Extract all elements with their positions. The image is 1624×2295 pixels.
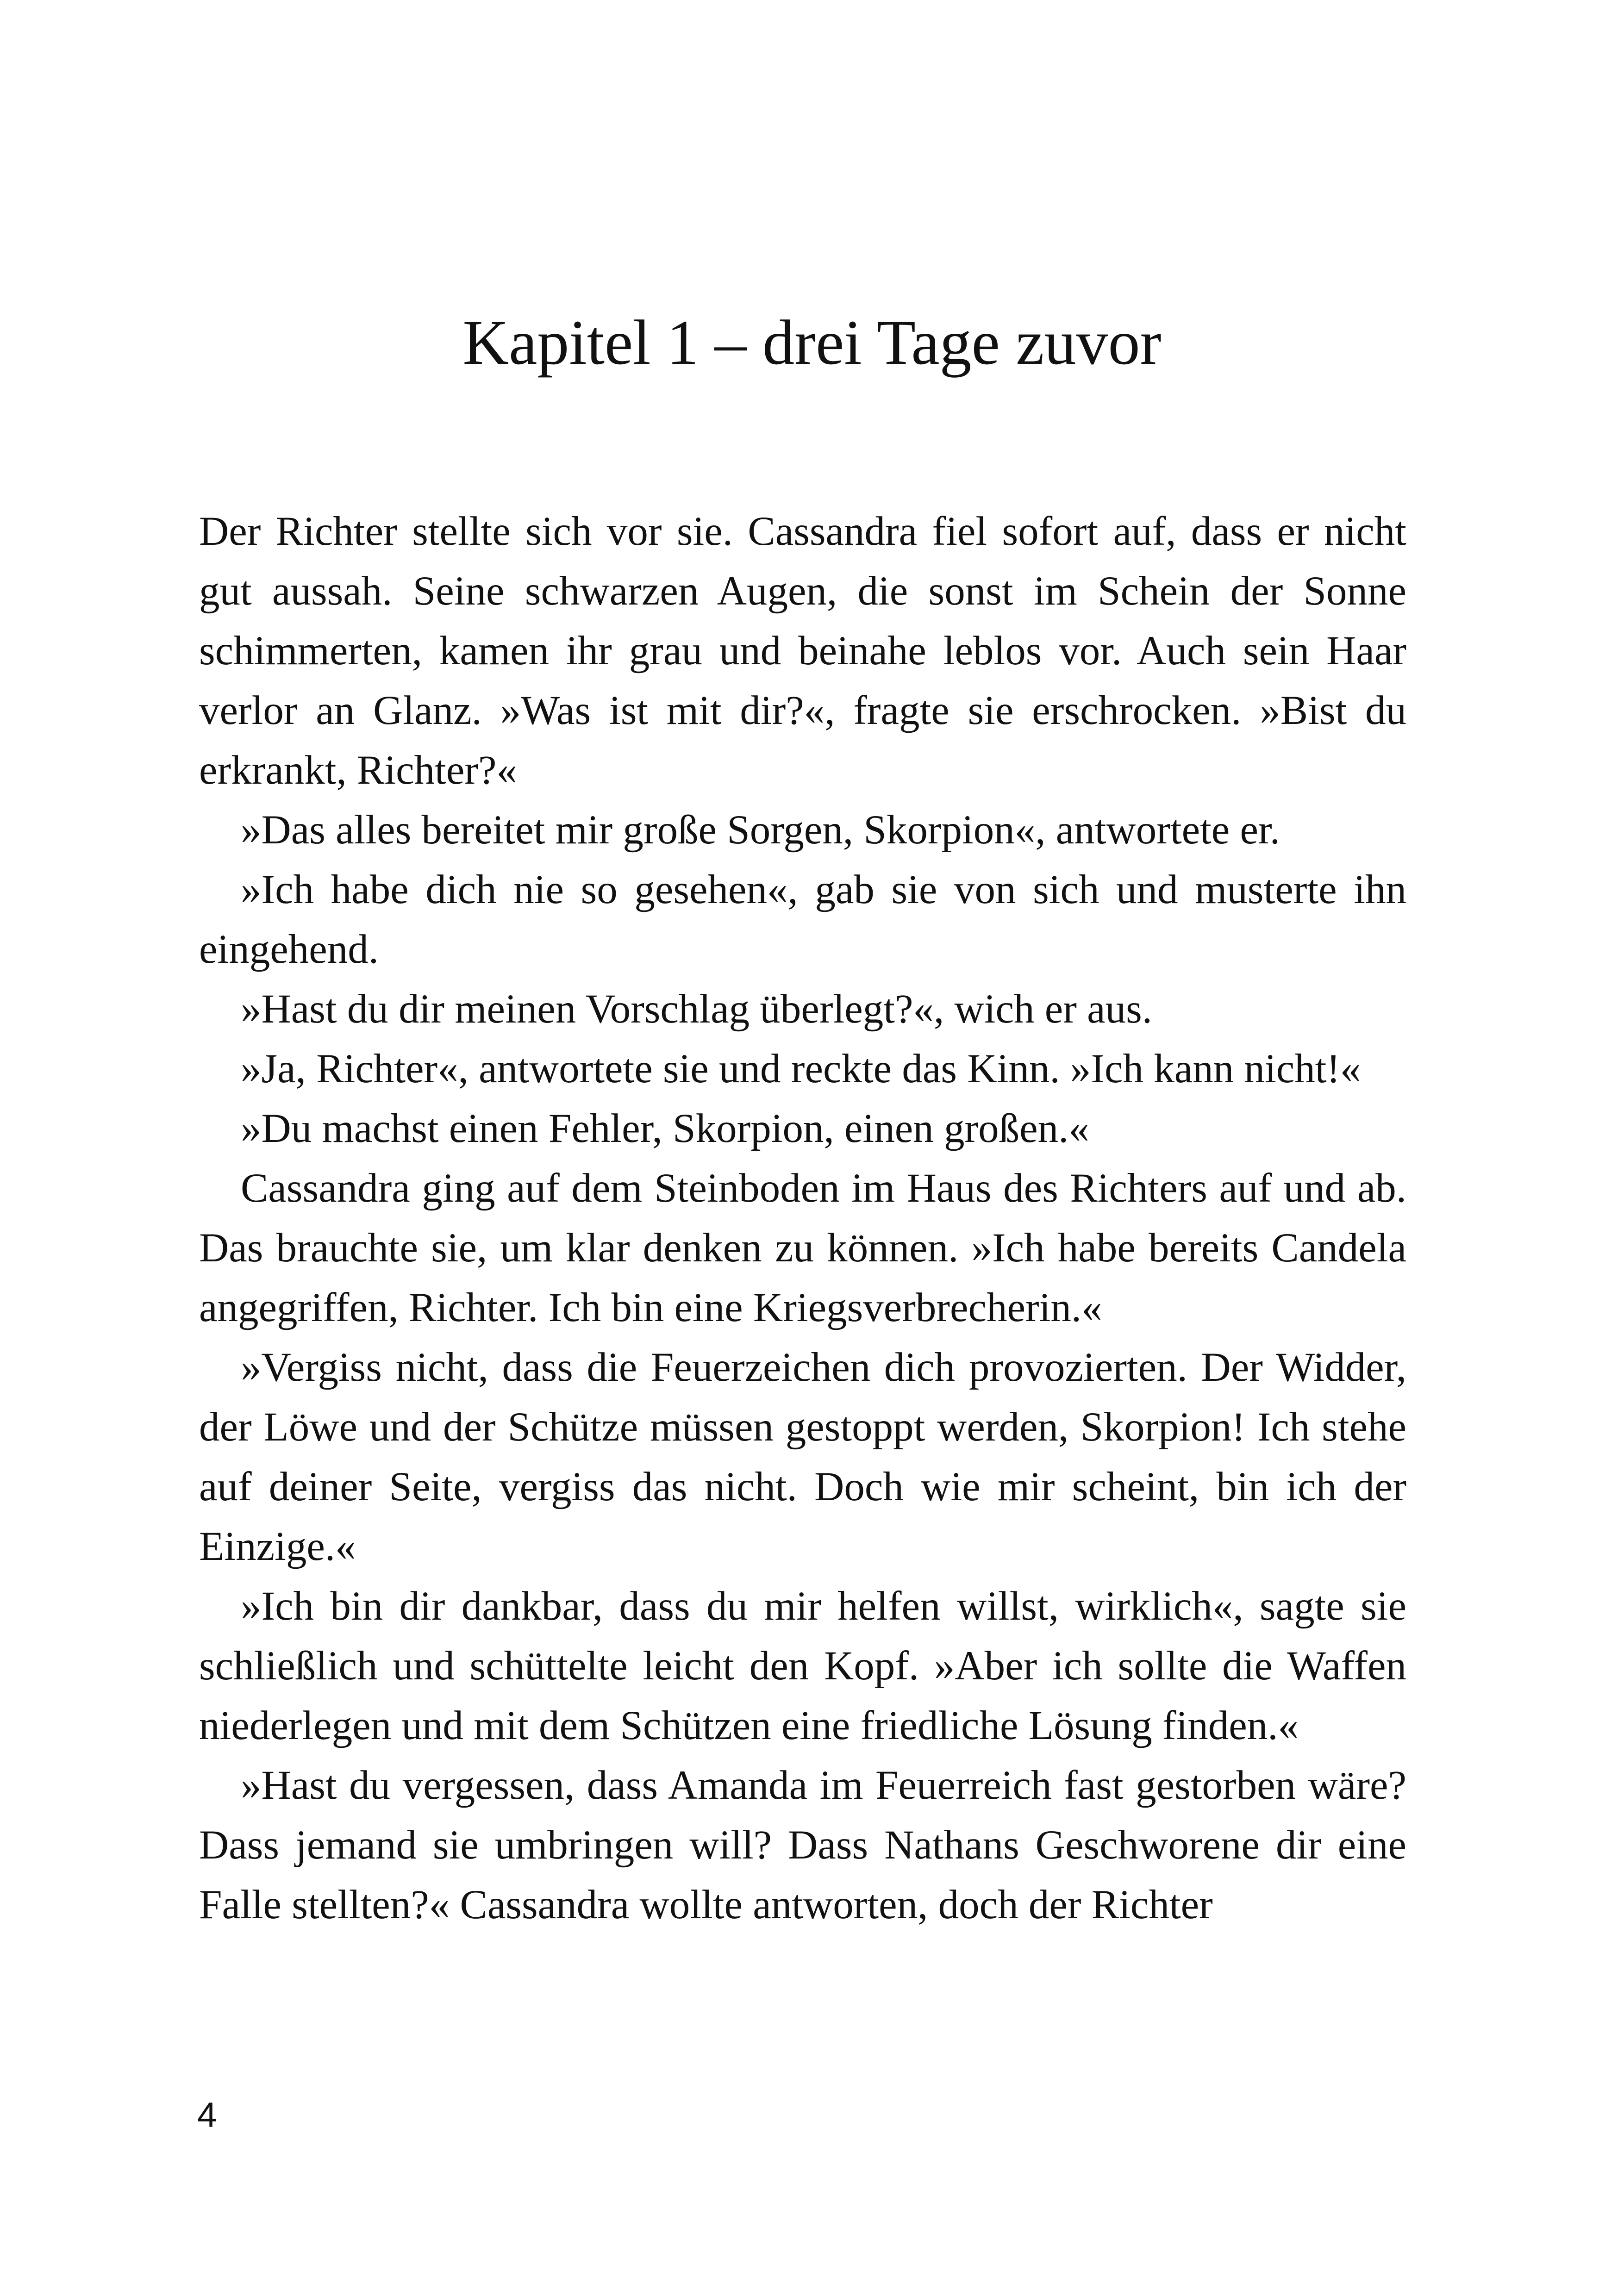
paragraph-10: »Hast du vergessen, dass Amanda im Feuerreich fast gestorben wäre? Dass jemand sie umbringen will? Dass Nathans Geschworene dir eine Falle stellten?« Cassandra wollte antworten, doch der Richter <box>199 1763 1406 1927</box>
body-text <box>199 502 1406 1935</box>
paragraph-1: Der Richter stellte sich vor sie. Cassandra fiel sofort auf, dass er nicht gut aussah. Seine schwarzen Augen, die sonst im Schein der Sonne schimmerten, kamen ihr grau und beinahe leblos vor. Auch sein Haar verlor an Glanz. »Was ist mit dir?«, fragte sie erschrocken. »Bist du erkrankt, Richter?« <box>199 509 1406 793</box>
paragraph-8: »Vergiss nicht, dass die Feuerzeichen dich provozierten. Der Widder, der Löwe und der Schütze müssen gestoppt werden, Skorpion! Ich stehe auf deiner Seite, vergiss das nicht. Doch wie mir scheint, bin ich der Einzige.« <box>199 1345 1406 1569</box>
paragraph-2: »Das alles bereitet mir große Sorgen, Skorpion«, antwortete er. <box>241 807 1280 853</box>
paragraph-3: »Ich habe dich nie so gesehen«, gab sie von sich und musterte ihn eingehend. <box>199 867 1406 972</box>
paragraph-7: Cassandra ging auf dem Steinboden im Haus des Richters auf und ab. Das brauchte sie, um klar denken zu können. »Ich habe bereits Candela angegriffen, Richter. Ich bin eine Kriegsverbrecherin.« <box>199 1166 1406 1330</box>
paragraph-5: »Ja, Richter«, antwortete sie und reckte das Kinn. »Ich kann nicht!« <box>241 1046 1361 1091</box>
paragraph-9: »Ich bin dir dankbar, dass du mir helfen willst, wirklich«, sagte sie schließlich und schüttelte leicht den Kopf. »Aber ich sollte die Waffen niederlegen und mit dem Schützen eine friedliche Lösung finden.« <box>199 1584 1406 1748</box>
paragraph-4: »Hast du dir meinen Vorschlag überlegt?«, wich er aus. <box>241 986 1153 1032</box>
page-number: 4 <box>197 2095 217 2135</box>
paragraph-6: »Du machst einen Fehler, Skorpion, einen großen.« <box>241 1106 1089 1151</box>
chapter-title: Kapitel 1 – drei Tage zuvor <box>462 307 1162 378</box>
